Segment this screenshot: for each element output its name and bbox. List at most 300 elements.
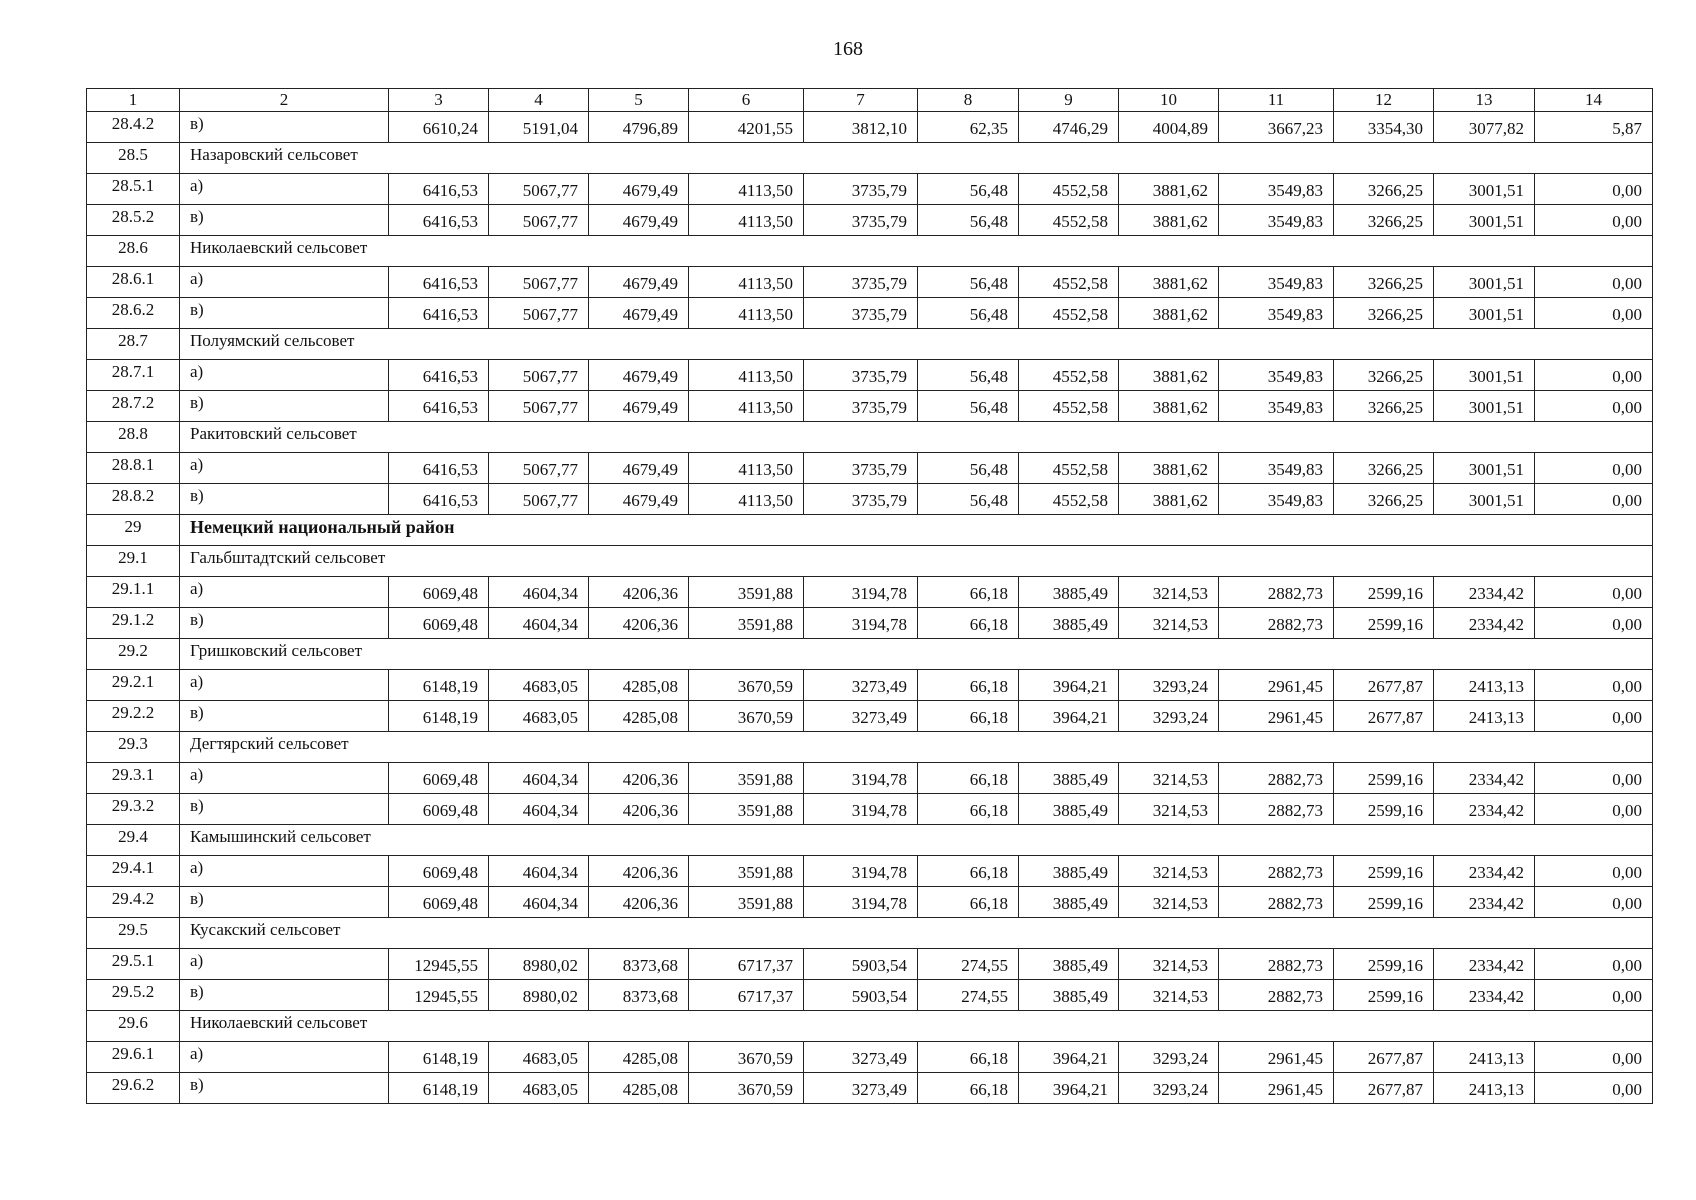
- section-title: Николаевский сельсовет: [180, 236, 1653, 267]
- value-cell: 66,18: [918, 887, 1019, 918]
- table-row: [87, 794, 1653, 825]
- page-number: 168: [833, 38, 863, 60]
- value-cell: 3273,49: [804, 670, 918, 701]
- value-cell: 5191,04: [489, 112, 589, 143]
- row-number: 29.2.1: [87, 670, 180, 701]
- value-cell: 3266,25: [1334, 267, 1434, 298]
- value-cell: 3670,59: [689, 701, 804, 732]
- value-cell: 3194,78: [804, 763, 918, 794]
- value-cell: 3812,10: [804, 112, 918, 143]
- value-cell: 3214,53: [1119, 949, 1219, 980]
- value-cell: 3885,49: [1019, 856, 1119, 887]
- value-cell: 3266,25: [1334, 205, 1434, 236]
- table-row: [87, 887, 1653, 918]
- row-number: 29.6.1: [87, 1042, 180, 1073]
- table-row: [87, 701, 1653, 732]
- value-cell: 3549,83: [1219, 174, 1334, 205]
- value-cell: 3266,25: [1334, 360, 1434, 391]
- value-cell: 2882,73: [1219, 794, 1334, 825]
- value-cell: 3293,24: [1119, 1073, 1219, 1104]
- value-cell: 5067,77: [489, 205, 589, 236]
- value-cell: 8373,68: [589, 949, 689, 980]
- value-cell: 3266,25: [1334, 298, 1434, 329]
- column-header: 11: [1219, 89, 1334, 112]
- value-cell: 3735,79: [804, 174, 918, 205]
- table-row: [87, 267, 1653, 298]
- value-cell: 3077,82: [1434, 112, 1535, 143]
- value-cell: 56,48: [918, 298, 1019, 329]
- value-cell: 0,00: [1535, 267, 1653, 298]
- table-body: [87, 112, 1653, 1104]
- value-cell: 3735,79: [804, 205, 918, 236]
- value-cell: 4285,08: [589, 670, 689, 701]
- column-header: 2: [180, 89, 389, 112]
- value-cell: 0,00: [1535, 980, 1653, 1011]
- column-header: 4: [489, 89, 589, 112]
- value-cell: 3670,59: [689, 670, 804, 701]
- section-title: Гальбштадтский сельсовет: [180, 546, 1653, 577]
- value-cell: 3964,21: [1019, 1073, 1119, 1104]
- row-number: 29.5: [87, 918, 180, 949]
- column-number-header-row: [87, 89, 1653, 112]
- value-cell: 6148,19: [389, 670, 489, 701]
- value-cell: 2677,87: [1334, 1073, 1434, 1104]
- value-cell: 5067,77: [489, 391, 589, 422]
- row-number: 29.2: [87, 639, 180, 670]
- value-cell: 56,48: [918, 174, 1019, 205]
- value-cell: 2882,73: [1219, 577, 1334, 608]
- value-cell: 2882,73: [1219, 856, 1334, 887]
- section-title: Николаевский сельсовет: [180, 1011, 1653, 1042]
- table-row: [87, 112, 1653, 143]
- value-cell: 0,00: [1535, 453, 1653, 484]
- value-cell: 3885,49: [1019, 608, 1119, 639]
- value-cell: 3964,21: [1019, 670, 1119, 701]
- value-cell: 3214,53: [1119, 763, 1219, 794]
- value-cell: 4206,36: [589, 577, 689, 608]
- value-cell: 2677,87: [1334, 1042, 1434, 1073]
- value-cell: 3735,79: [804, 453, 918, 484]
- row-subtype: в): [180, 298, 389, 329]
- value-cell: 56,48: [918, 205, 1019, 236]
- section-row: [87, 236, 1653, 267]
- value-cell: 6717,37: [689, 949, 804, 980]
- value-cell: 3881,62: [1119, 484, 1219, 515]
- value-cell: 3293,24: [1119, 1042, 1219, 1073]
- row-number: 28.4.2: [87, 112, 180, 143]
- value-cell: 3881,62: [1119, 205, 1219, 236]
- value-cell: 3881,62: [1119, 453, 1219, 484]
- row-number: 28.5: [87, 143, 180, 174]
- row-subtype: а): [180, 174, 389, 205]
- value-cell: 2882,73: [1219, 949, 1334, 980]
- value-cell: 3194,78: [804, 608, 918, 639]
- table-row: [87, 949, 1653, 980]
- value-cell: 6069,48: [389, 794, 489, 825]
- value-cell: 4004,89: [1119, 112, 1219, 143]
- value-cell: 6069,48: [389, 608, 489, 639]
- row-number: 28.8: [87, 422, 180, 453]
- column-header: 12: [1334, 89, 1434, 112]
- value-cell: 2599,16: [1334, 856, 1434, 887]
- value-cell: 274,55: [918, 949, 1019, 980]
- value-cell: 66,18: [918, 608, 1019, 639]
- value-cell: 66,18: [918, 856, 1019, 887]
- value-cell: 5903,54: [804, 949, 918, 980]
- value-cell: 6416,53: [389, 298, 489, 329]
- table-row: [87, 980, 1653, 1011]
- value-cell: 2961,45: [1219, 1073, 1334, 1104]
- value-cell: 3881,62: [1119, 174, 1219, 205]
- row-number: 29.5.2: [87, 980, 180, 1011]
- table-row: [87, 360, 1653, 391]
- value-cell: 2882,73: [1219, 608, 1334, 639]
- value-cell: 4206,36: [589, 608, 689, 639]
- value-cell: 8373,68: [589, 980, 689, 1011]
- value-cell: 3670,59: [689, 1042, 804, 1073]
- value-cell: 3964,21: [1019, 701, 1119, 732]
- section-row: [87, 329, 1653, 360]
- value-cell: 5067,77: [489, 298, 589, 329]
- value-cell: 4604,34: [489, 577, 589, 608]
- value-cell: 4683,05: [489, 1073, 589, 1104]
- table-row: [87, 608, 1653, 639]
- value-cell: 4201,55: [689, 112, 804, 143]
- row-number: 29.6.2: [87, 1073, 180, 1104]
- value-cell: 2334,42: [1434, 608, 1535, 639]
- section-row: [87, 1011, 1653, 1042]
- value-cell: 2599,16: [1334, 887, 1434, 918]
- value-cell: 3885,49: [1019, 577, 1119, 608]
- value-cell: 0,00: [1535, 577, 1653, 608]
- table-row: [87, 174, 1653, 205]
- value-cell: 3214,53: [1119, 887, 1219, 918]
- table-row: [87, 763, 1653, 794]
- value-cell: 3881,62: [1119, 267, 1219, 298]
- value-cell: 6069,48: [389, 856, 489, 887]
- column-header: 7: [804, 89, 918, 112]
- value-cell: 6148,19: [389, 1042, 489, 1073]
- value-cell: 2599,16: [1334, 577, 1434, 608]
- value-cell: 66,18: [918, 794, 1019, 825]
- row-subtype: в): [180, 794, 389, 825]
- value-cell: 6148,19: [389, 1073, 489, 1104]
- value-cell: 3001,51: [1434, 453, 1535, 484]
- value-cell: 4552,58: [1019, 391, 1119, 422]
- column-header: 8: [918, 89, 1019, 112]
- value-cell: 5067,77: [489, 453, 589, 484]
- value-cell: 4679,49: [589, 298, 689, 329]
- value-cell: 2882,73: [1219, 980, 1334, 1011]
- value-cell: 2599,16: [1334, 608, 1434, 639]
- value-cell: 3549,83: [1219, 484, 1334, 515]
- value-cell: 4679,49: [589, 484, 689, 515]
- value-cell: 2961,45: [1219, 670, 1334, 701]
- value-cell: 4206,36: [589, 887, 689, 918]
- value-cell: 2334,42: [1434, 577, 1535, 608]
- table-row: [87, 205, 1653, 236]
- value-cell: 3001,51: [1434, 360, 1535, 391]
- value-cell: 3549,83: [1219, 298, 1334, 329]
- value-cell: 12945,55: [389, 980, 489, 1011]
- row-subtype: в): [180, 391, 389, 422]
- value-cell: 3273,49: [804, 1042, 918, 1073]
- section-row: [87, 639, 1653, 670]
- value-cell: 4796,89: [589, 112, 689, 143]
- value-cell: 0,00: [1535, 298, 1653, 329]
- section-title: Ракитовский сельсовет: [180, 422, 1653, 453]
- value-cell: 2961,45: [1219, 1042, 1334, 1073]
- value-cell: 2599,16: [1334, 980, 1434, 1011]
- value-cell: 4206,36: [589, 856, 689, 887]
- row-subtype: в): [180, 980, 389, 1011]
- row-number: 29.4: [87, 825, 180, 856]
- value-cell: 2334,42: [1434, 887, 1535, 918]
- value-cell: 2334,42: [1434, 794, 1535, 825]
- value-cell: 4604,34: [489, 763, 589, 794]
- row-number: 28.5.1: [87, 174, 180, 205]
- section-title: Камышинский сельсовет: [180, 825, 1653, 856]
- value-cell: 3735,79: [804, 484, 918, 515]
- value-cell: 4285,08: [589, 1073, 689, 1104]
- value-cell: 66,18: [918, 1073, 1019, 1104]
- value-cell: 4113,50: [689, 453, 804, 484]
- table-row: [87, 1073, 1653, 1104]
- value-cell: 3001,51: [1434, 205, 1535, 236]
- row-number: 29: [87, 515, 180, 546]
- row-number: 28.6.1: [87, 267, 180, 298]
- row-subtype: в): [180, 1073, 389, 1104]
- value-cell: 56,48: [918, 484, 1019, 515]
- row-subtype: в): [180, 112, 389, 143]
- value-cell: 3293,24: [1119, 670, 1219, 701]
- value-cell: 4113,50: [689, 484, 804, 515]
- row-number: 29.5.1: [87, 949, 180, 980]
- value-cell: 3001,51: [1434, 391, 1535, 422]
- value-cell: 3194,78: [804, 577, 918, 608]
- row-subtype: в): [180, 608, 389, 639]
- table-row: [87, 670, 1653, 701]
- value-cell: 4552,58: [1019, 298, 1119, 329]
- value-cell: 3214,53: [1119, 980, 1219, 1011]
- value-cell: 66,18: [918, 670, 1019, 701]
- value-cell: 3214,53: [1119, 608, 1219, 639]
- value-cell: 4113,50: [689, 174, 804, 205]
- value-cell: 6610,24: [389, 112, 489, 143]
- value-cell: 6416,53: [389, 174, 489, 205]
- row-number: 28.5.2: [87, 205, 180, 236]
- row-subtype: а): [180, 360, 389, 391]
- row-subtype: в): [180, 484, 389, 515]
- value-cell: 3549,83: [1219, 360, 1334, 391]
- value-cell: 6069,48: [389, 763, 489, 794]
- table-row: [87, 484, 1653, 515]
- value-cell: 2334,42: [1434, 763, 1535, 794]
- value-cell: 4113,50: [689, 205, 804, 236]
- value-cell: 3001,51: [1434, 267, 1535, 298]
- value-cell: 3549,83: [1219, 391, 1334, 422]
- value-cell: 4113,50: [689, 298, 804, 329]
- row-number: 28.8.1: [87, 453, 180, 484]
- value-cell: 0,00: [1535, 1042, 1653, 1073]
- row-number: 28.6: [87, 236, 180, 267]
- value-cell: 3667,23: [1219, 112, 1334, 143]
- table-row: [87, 298, 1653, 329]
- value-cell: 0,00: [1535, 608, 1653, 639]
- row-number: 29.1.1: [87, 577, 180, 608]
- value-cell: 4679,49: [589, 391, 689, 422]
- row-number: 29.4.2: [87, 887, 180, 918]
- value-cell: 3885,49: [1019, 980, 1119, 1011]
- value-cell: 3885,49: [1019, 763, 1119, 794]
- value-cell: 3194,78: [804, 887, 918, 918]
- value-cell: 3591,88: [689, 856, 804, 887]
- value-cell: 3266,25: [1334, 453, 1434, 484]
- value-cell: 56,48: [918, 391, 1019, 422]
- section-title: Дегтярский сельсовет: [180, 732, 1653, 763]
- value-cell: 3591,88: [689, 763, 804, 794]
- section-title: Гришковский сельсовет: [180, 639, 1653, 670]
- value-cell: 4552,58: [1019, 267, 1119, 298]
- value-cell: 6069,48: [389, 577, 489, 608]
- value-cell: 0,00: [1535, 1073, 1653, 1104]
- value-cell: 0,00: [1535, 856, 1653, 887]
- column-header: 10: [1119, 89, 1219, 112]
- value-cell: 3549,83: [1219, 267, 1334, 298]
- value-cell: 3881,62: [1119, 360, 1219, 391]
- row-number: 29.1.2: [87, 608, 180, 639]
- section-row: [87, 546, 1653, 577]
- value-cell: 56,48: [918, 453, 1019, 484]
- value-cell: 6416,53: [389, 205, 489, 236]
- value-cell: 5067,77: [489, 267, 589, 298]
- column-header: 9: [1019, 89, 1119, 112]
- value-cell: 4679,49: [589, 267, 689, 298]
- value-cell: 3735,79: [804, 298, 918, 329]
- section-row: [87, 825, 1653, 856]
- table-row: [87, 577, 1653, 608]
- column-header: 3: [389, 89, 489, 112]
- row-subtype: а): [180, 577, 389, 608]
- value-cell: 3591,88: [689, 608, 804, 639]
- value-cell: 0,00: [1535, 794, 1653, 825]
- value-cell: 2677,87: [1334, 670, 1434, 701]
- section-title: Назаровский сельсовет: [180, 143, 1653, 174]
- value-cell: 4604,34: [489, 856, 589, 887]
- value-cell: 3670,59: [689, 1073, 804, 1104]
- row-number: 28.7: [87, 329, 180, 360]
- table-row: [87, 391, 1653, 422]
- value-cell: 4552,58: [1019, 360, 1119, 391]
- value-cell: 3214,53: [1119, 794, 1219, 825]
- value-cell: 3194,78: [804, 794, 918, 825]
- value-cell: 2599,16: [1334, 763, 1434, 794]
- row-subtype: а): [180, 949, 389, 980]
- district-row: [87, 515, 1653, 546]
- value-cell: 3591,88: [689, 887, 804, 918]
- column-header: 1: [87, 89, 180, 112]
- value-cell: 4113,50: [689, 391, 804, 422]
- value-cell: 4683,05: [489, 670, 589, 701]
- value-cell: 5903,54: [804, 980, 918, 1011]
- value-cell: 0,00: [1535, 887, 1653, 918]
- value-cell: 4604,34: [489, 608, 589, 639]
- value-cell: 0,00: [1535, 360, 1653, 391]
- section-row: [87, 732, 1653, 763]
- value-cell: 2413,13: [1434, 1073, 1535, 1104]
- value-cell: 2961,45: [1219, 701, 1334, 732]
- value-cell: 4552,58: [1019, 174, 1119, 205]
- value-cell: 3885,49: [1019, 887, 1119, 918]
- value-cell: 66,18: [918, 763, 1019, 794]
- row-subtype: а): [180, 1042, 389, 1073]
- table-row: [87, 453, 1653, 484]
- value-cell: 3885,49: [1019, 794, 1119, 825]
- value-cell: 5067,77: [489, 360, 589, 391]
- value-cell: 0,00: [1535, 949, 1653, 980]
- value-cell: 3549,83: [1219, 453, 1334, 484]
- value-cell: 6416,53: [389, 453, 489, 484]
- row-subtype: а): [180, 267, 389, 298]
- value-cell: 5,87: [1535, 112, 1653, 143]
- value-cell: 0,00: [1535, 391, 1653, 422]
- value-cell: 3001,51: [1434, 174, 1535, 205]
- value-cell: 5067,77: [489, 484, 589, 515]
- value-cell: 4113,50: [689, 360, 804, 391]
- value-cell: 2334,42: [1434, 856, 1535, 887]
- row-number: 29.3: [87, 732, 180, 763]
- value-cell: 3735,79: [804, 267, 918, 298]
- value-cell: 56,48: [918, 267, 1019, 298]
- value-cell: 3735,79: [804, 391, 918, 422]
- value-cell: 3001,51: [1434, 484, 1535, 515]
- value-cell: 66,18: [918, 701, 1019, 732]
- value-cell: 0,00: [1535, 701, 1653, 732]
- value-cell: 4206,36: [589, 794, 689, 825]
- row-number: 29.1: [87, 546, 180, 577]
- value-cell: 3591,88: [689, 794, 804, 825]
- district-title: Немецкий национальный район: [180, 515, 1653, 546]
- row-number: 28.6.2: [87, 298, 180, 329]
- row-number: 29.3.2: [87, 794, 180, 825]
- column-header: 14: [1535, 89, 1653, 112]
- column-header: 5: [589, 89, 689, 112]
- value-cell: 2413,13: [1434, 1042, 1535, 1073]
- value-cell: 4552,58: [1019, 205, 1119, 236]
- value-cell: 4552,58: [1019, 453, 1119, 484]
- value-cell: 3881,62: [1119, 298, 1219, 329]
- value-cell: 4206,36: [589, 763, 689, 794]
- value-cell: 2677,87: [1334, 701, 1434, 732]
- value-cell: 3266,25: [1334, 174, 1434, 205]
- value-cell: 4604,34: [489, 887, 589, 918]
- row-number: 29.4.1: [87, 856, 180, 887]
- value-cell: 6416,53: [389, 391, 489, 422]
- value-cell: 0,00: [1535, 670, 1653, 701]
- value-cell: 3293,24: [1119, 701, 1219, 732]
- value-cell: 6416,53: [389, 267, 489, 298]
- row-number: 29.6: [87, 1011, 180, 1042]
- value-cell: 3214,53: [1119, 856, 1219, 887]
- value-cell: 4679,49: [589, 205, 689, 236]
- value-cell: 66,18: [918, 1042, 1019, 1073]
- value-cell: 12945,55: [389, 949, 489, 980]
- value-cell: 0,00: [1535, 205, 1653, 236]
- section-title: Кусакский сельсовет: [180, 918, 1653, 949]
- value-cell: 4679,49: [589, 360, 689, 391]
- column-header: 13: [1434, 89, 1535, 112]
- row-number: 28.7.1: [87, 360, 180, 391]
